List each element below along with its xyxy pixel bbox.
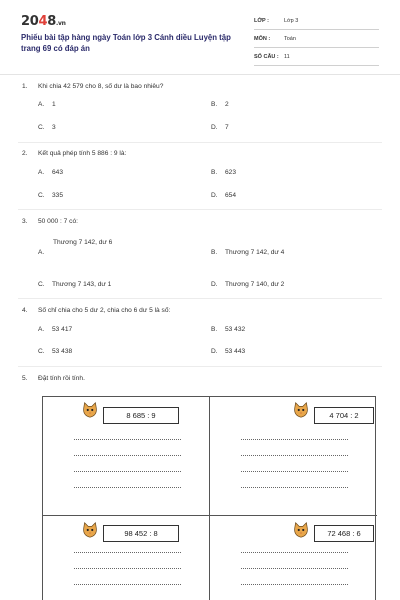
- option-letter: C.: [38, 281, 45, 288]
- option-b[interactable]: [211, 249, 284, 256]
- division-expression: 8 685 : 9: [103, 407, 179, 424]
- question-divider: [18, 366, 382, 367]
- option-text: Thương 7 143, dư 1: [52, 281, 112, 288]
- option-a[interactable]: [38, 169, 63, 176]
- answer-line[interactable]: [74, 471, 181, 472]
- option-d[interactable]: [211, 348, 245, 355]
- option-text: 654: [225, 192, 237, 199]
- option-letter: D.: [211, 192, 218, 199]
- option-d[interactable]: [211, 281, 284, 288]
- question-divider: [18, 209, 382, 210]
- division-expression: 72 468 : 6: [314, 525, 374, 542]
- option-c[interactable]: [38, 281, 111, 288]
- cat-icon: [292, 401, 310, 419]
- question-divider: [18, 142, 382, 143]
- exercise-cell-2: [210, 397, 377, 515]
- worksheet-title: Phiếu bài tập hàng ngày Toán lớp 3 Cánh diều Luyện tập trang 69 có đáp án: [21, 33, 231, 53]
- option-letter: D.: [211, 348, 218, 355]
- option-letter: C.: [38, 348, 45, 355]
- option-b[interactable]: [211, 326, 245, 333]
- answer-line[interactable]: [74, 552, 181, 553]
- question-text: Khi chia 42 579 cho 8, số dư là bao nhiêu?: [38, 83, 164, 90]
- option-a[interactable]: [38, 101, 56, 108]
- cat-icon: [292, 521, 310, 539]
- question-number: 4.: [22, 307, 28, 314]
- meta-row-count: [254, 51, 379, 66]
- site-logo[interactable]: [21, 14, 66, 29]
- answer-line[interactable]: [241, 487, 348, 488]
- exercise-cell-3: [43, 516, 209, 600]
- answer-line[interactable]: [241, 471, 348, 472]
- question-text: 50 000 : 7 có:: [38, 218, 78, 225]
- question-number: 5.: [22, 375, 28, 382]
- option-d[interactable]: [211, 192, 236, 199]
- option-text: 53 417: [52, 326, 73, 333]
- cat-icon: [81, 521, 99, 539]
- option-letter: C.: [38, 124, 45, 131]
- division-expression: 4 704 : 2: [314, 407, 374, 424]
- option-letter: A.: [38, 249, 45, 256]
- question-text: Số chỉ chia cho 5 dư 2, chia cho 6 dư 5 là số:: [38, 307, 171, 314]
- option-text: 7: [225, 124, 229, 131]
- logo-domain: .vn: [56, 20, 66, 27]
- question-number: 1.: [22, 83, 28, 90]
- answer-line[interactable]: [74, 455, 181, 456]
- option-letter: B.: [211, 249, 218, 256]
- option-letter: D.: [211, 124, 218, 131]
- option-letter: A.: [38, 101, 45, 108]
- option-letter: C.: [38, 192, 45, 199]
- option-c[interactable]: [38, 348, 72, 355]
- meta-value: Toán: [284, 36, 296, 42]
- answer-line[interactable]: [74, 584, 181, 585]
- option-text: 53 438: [52, 348, 73, 355]
- logo-number: 2048: [21, 14, 56, 29]
- option-b[interactable]: [211, 169, 236, 176]
- option-text: Thương 7 140, dư 2: [225, 281, 285, 288]
- question-text: Đặt tính rồi tính.: [38, 375, 85, 382]
- option-text: 2: [225, 101, 229, 108]
- answer-line[interactable]: [241, 568, 348, 569]
- exercise-cell-1: [43, 397, 209, 515]
- option-c[interactable]: [38, 124, 56, 131]
- option-text: 643: [52, 169, 64, 176]
- option-text: 623: [225, 169, 237, 176]
- exercise-cell-4: [210, 516, 377, 600]
- question-number: 2.: [22, 150, 28, 157]
- option-text: Thương 7 142, dư 6: [53, 239, 113, 246]
- option-letter: A.: [38, 326, 45, 333]
- answer-line[interactable]: [74, 568, 181, 569]
- meta-row-grade: [254, 15, 379, 30]
- option-b[interactable]: [211, 101, 229, 108]
- option-letter: A.: [38, 169, 45, 176]
- option-text: 53 443: [225, 348, 246, 355]
- option-text: 1: [52, 101, 56, 108]
- option-text: 3: [52, 124, 56, 131]
- meta-key: SỐ CÂU :: [254, 54, 279, 60]
- answer-line[interactable]: [241, 439, 348, 440]
- answer-line[interactable]: [74, 439, 181, 440]
- option-d[interactable]: [211, 124, 229, 131]
- worksheet-header: [0, 0, 400, 70]
- exercise-grid: [42, 396, 376, 600]
- option-a[interactable]: [38, 326, 72, 333]
- worksheet-meta: [254, 15, 379, 69]
- cat-icon: [81, 401, 99, 419]
- answer-line[interactable]: [241, 584, 348, 585]
- division-expression: 98 452 : 8: [103, 525, 179, 542]
- meta-key: LỚP :: [254, 18, 269, 24]
- answer-line[interactable]: [241, 552, 348, 553]
- option-text: Thương 7 142, dư 4: [225, 249, 285, 256]
- question-number: 3.: [22, 218, 28, 225]
- option-letter: B.: [211, 101, 218, 108]
- header-divider: [0, 74, 400, 75]
- option-letter: B.: [211, 169, 218, 176]
- option-text: 53 432: [225, 326, 246, 333]
- option-letter: D.: [211, 281, 218, 288]
- question-text: Kết quả phép tính 5 886 : 9 là:: [38, 150, 127, 157]
- meta-value: Lớp 3: [284, 18, 299, 24]
- option-letter: B.: [211, 326, 218, 333]
- meta-value: 11: [284, 54, 290, 60]
- option-text: 335: [52, 192, 64, 199]
- answer-line[interactable]: [74, 487, 181, 488]
- option-c[interactable]: [38, 192, 63, 199]
- meta-key: MÔN :: [254, 36, 271, 42]
- answer-line[interactable]: [241, 455, 348, 456]
- meta-row-subject: [254, 33, 379, 48]
- question-divider: [18, 298, 382, 299]
